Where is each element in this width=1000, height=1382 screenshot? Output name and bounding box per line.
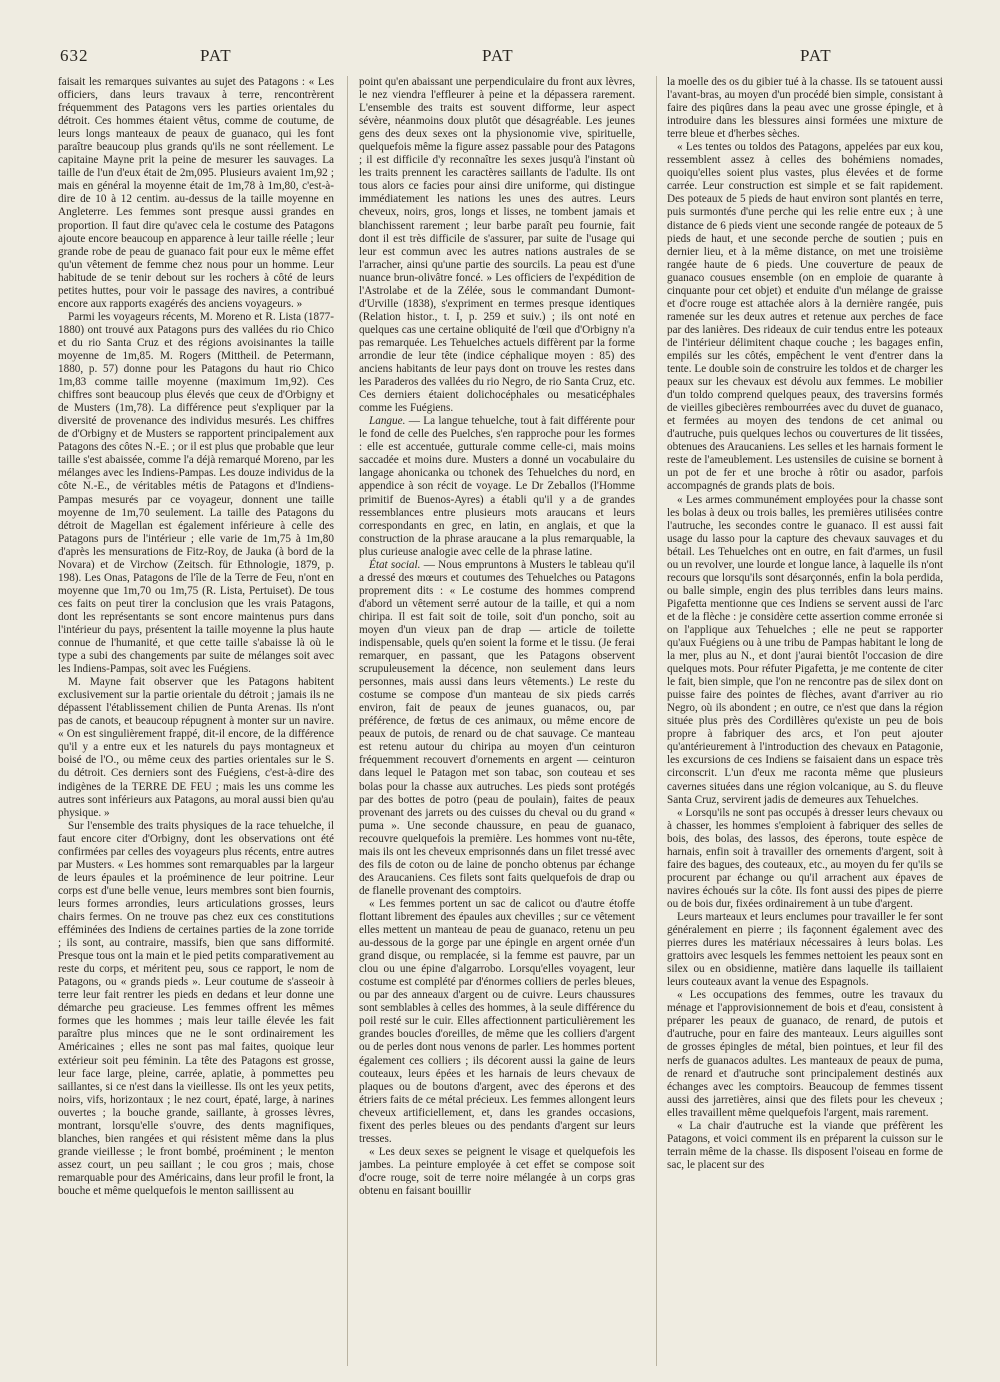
page-number: 632 bbox=[60, 46, 89, 65]
paragraph-text: la moelle des os du gibier tué à la chasse. Ils se tatouent aussi l'avant-bras, au moyen d'un procédé bien simple, consistant à faire des piqûres dans la peau avec une grosse épingle, et à introduire dans les blessures ainsi formées une mixture de terre bleue et d'herbes sèches. bbox=[667, 76, 943, 141]
paragraph-text: point qu'en abaissant une perpendiculaire du front aux lèvres, le nez viendra l'effleurer à peine et la dépassera rarement. L'ensemble des traits est souvent difforme, leur aspect sévère, néanmoins doux plutôt que désagréable. Les jeunes gens des deux sexes ont la physionomie vive, spirituelle, quelquefois même la figure assez passable pour des Patagons ; il est difficile d'y reconnaître les sexes jusqu'à l'instant où les traits prennent les caractères saillants de l'adulte. Ils ont tous alors ce facies pour ainsi dire uniforme, qui distingue immédiatement les nations les unes des autres. Leurs cheveux, noirs, gros, longs et lisses, ne tombent jamais et blanchissent rarement ; leur barbe paraît peu fournie, fait dont il est très difficile de s'assurer, par suite de l'usage qui leur est commun avec les autres nations australes de se l'arracher, ainsi qu'une partie des sourcils. La peau est d'une nuance brun-olivâtre foncé. » Les officiers de l'expédition de l'Astrolabe et de la Zélée, sous le commandant Dumont-d'Urville (1838), s'expriment en termes presque identiques (Relation histor., t. I, p. 259 et suiv.) ; ils ont noté en quelques cas une certaine obliquité de l'œil que d'Orbigny n'a pas remarquée. Les Tehuelches actuels diffèrent par la forme arrondie de leur tête (indice céphalique moyen : 85) des anciens habitants de leur pays dont on trouve les restes dans les Paraderos des vallées du rio Negro, de rio Santa Cruz, etc. Ces derniers étaient dolichocéphales ou mesaticéphales comme les Fuégiens. bbox=[359, 76, 635, 415]
column-1 bbox=[58, 76, 334, 1366]
column-3 bbox=[667, 76, 943, 1366]
paragraph bbox=[667, 911, 943, 989]
paragraph-text: « Les armes communément employées pour la chasse sont les bolas à deux ou trois balles, les premières utilisées contre l'autruche, les secondes contre le guanaco. Il est aussi fait usage du lasso pour la capture des chevaux sauvages et du bétail. Les Tehuelches ont en outre, en fait d'armes, un fusil ou un revolver, une lourde et longue lance, à laquelle ils n'ont recours que lorsqu'ils sont désarçonnés, enfin la bola perdida, ou balle simple, engin des plus terribles dans leurs mains. Pigafetta mentionne que ces Indiens se servent aussi de l'arc et de la flèche : je considère cette assertion comme erronée si on l'applique aux Tehuelches ; elle ne peut se rapporter qu'aux Fuégiens ou à une tribu de Pampas habitant le long de la mer, plus au N., et dont j'aurai bientôt l'occasion de dire quelques mots. Pour réfuter Pigafetta, je me contente de citer le fait, bien simple, que l'on ne rencontre pas de silex dont on puisse faire des pointes de flèches, avant d'arriver au rio Negro, où ils abondent ; en outre, ce n'est que dans la région située plus près des Cordillères qu'existe un peu de bois propre à fabriquer des arcs, et l'on peut ajouter qu'antérieurement à l'introduction des chevaux en Patagonie, les excursions de ces Indiens se faisaient dans un espace très circonscrit. L'un d'eux me raconta même que plusieurs cavernes situées dans une région volcanique, au S. du fleuve Santa Cruz, servirent jadis de demeures aux Tehuelches. bbox=[667, 493, 943, 806]
paragraph bbox=[359, 898, 635, 1146]
paragraph-text: « Les femmes portent un sac de calicot ou d'autre étoffe flottant librement des épaules aux chevilles ; sur ce vêtement elles mettent un manteau de peau de guanaco, retenu un peu au-dessous de la gorge par une épingle en argent ornée d'un grand disque, ou remplacée, si la femme est pauvre, par un clou ou une épine d'algarrobo. Lorsqu'elles voyagent, leur costume est complété par d'énormes colliers de perles bleues, ou par des anneaux d'argent ou de cuivre. Leurs chaussures sont semblables à celles des hommes, à la seule différence du poil resté sur le cuir. Elles affectionnent particulièrement les grandes boucles d'oreilles, de même que les colliers d'argent ou de perles dont nous venons de parler. Les hommes portent également ces colliers ; ils décorent aussi la gaine de leurs couteaux, leurs épées et les harnais de leurs chevaux de plaques ou de boutons d'argent, avec des éperons et des étriers faits de ce métal précieux. Les femmes allongent leurs cheveux artificiellement, et, dans les grandes occasions, fixent des perles bleues ou des pendants d'argent sur leurs tresses. bbox=[359, 897, 635, 1145]
section-heading: Langue. bbox=[369, 415, 406, 428]
paragraph-text: « Les deux sexes se peignent le visage et quelquefois les jambes. La peinture employée à cet effet se compose soit d'ocre rouge, soit de terre noire mélangée à un corps gras obtenu en faisant bouillir bbox=[359, 1145, 635, 1197]
paragraph bbox=[58, 311, 334, 676]
paragraph bbox=[667, 141, 943, 493]
paragraph-text: — La langue tehuelche, tout à fait différente pour le fond de celle des Puelches, s'en rapproche pour les formes : elle est accentuée, gutturale comme celle-ci, mais moins saccadée et moins dure. Musters a donné un vocabulaire du langage ahonicanka ou tchonek des Tehuelches du nord, en appendice à son récit de voyage. Le Dr Zeballos (l'Homme primitif de Buenos-Ayres) a établi qu'il y a de grandes ressemblances entre plusieurs mots araucans et leurs correspondants en grec, en latin, en anglais, et que la construction de la phrase araucane a la plus remarquable, la plus curieuse analogie avec celle de la phrase latine. bbox=[359, 415, 635, 558]
paragraph bbox=[359, 559, 635, 898]
paragraph-text: « Les occupations des femmes, outre les travaux du ménage et l'approvisionnement de bois et d'eau, consistent à préparer les peaux de guanaco, de renard, de putois et d'autruche, pour en faire des manteaux. Leurs aiguilles sont de grosses épingles de métal, bien pointues, et leur fil des nerfs de guanacos adultes. Les manteaux de peaux de puma, de renard et d'autruche sont principalement destinés aux échanges avec les comptoirs. Beaucoup de femmes tissent aussi des jarretières, ainsi que des filets pour les cheveux ; elles travaillent même quelquefois l'argent, mais rarement. bbox=[667, 989, 943, 1119]
paragraph bbox=[58, 76, 334, 311]
column-2 bbox=[359, 76, 635, 1366]
paragraph bbox=[359, 76, 635, 415]
paragraph-text: « La chair d'autruche est la viande que préfèrent les Patagons, et voici comment ils en préparent la cuisson sur le terrain même de la chasse. Ils disposent l'oiseau en forme de sac, le placent sur des bbox=[667, 1119, 943, 1171]
paragraph bbox=[667, 989, 943, 1119]
paragraph bbox=[667, 76, 943, 141]
paragraph bbox=[667, 494, 943, 807]
paragraph-text: M. Mayne fait observer que les Patagons habitent exclusivement sur la partie orientale du détroit ; jamais ils ne dépassent l'établissement chilien de Punta Arenas. Ils n'ont pas de canots, et beaucoup répugnent à monter sur un navire. « On est singulièrement frappé, dit-il encore, de la différence qu'il y a entre eux et les naturels du pays montagneux et boisé de l'O., ou même ceux des parties orientales sur le S. du détroit. Ces derniers sont des Fuégiens, c'est-à-dire des indigènes de la TERRE DE FEU ; mais les uns comme les autres sont inférieurs aux Patagons, au moral aussi bien qu'au physique. » bbox=[58, 676, 334, 819]
paragraph bbox=[667, 807, 943, 911]
paragraph bbox=[58, 820, 334, 1198]
running-head-left: PAT bbox=[200, 46, 232, 65]
paragraph bbox=[58, 676, 334, 820]
paragraph-text: faisait les remarques suivantes au sujet des Patagons : « Les officiers, dans leurs travaux à terre, rencontrèrent fréquemment des Patagons vers les parties orientales du détroit. Ces hommes étaient vêtus, comme de coutume, de leurs longs manteaux de peaux de guanaco, qui les font paraître beaucoup plus grands qu'ils ne sont réellement. Le capitaine Mayne prit la peine de mesurer les sauvages. La taille de l'un d'eux était de 2m,095. Plusieurs avaient 1m,92 ; mais en général la moyenne était de 1m,78 à 1m,80, c'est-à-dire de 10 à 12 centim. au-dessus de la taille moyenne en Angleterre. Les femmes sont presque aussi grandes en proportion. Il faut dire qu'avec cela le costume des Patagons ajoute encore beaucoup en apparence à leur taille réelle ; leur grande robe de peau de guanaco fait pour eux le même effet qu'un vêtement de femme chez nous pour un homme. Leur habitude de se tenir debout sur les rochers à côté de leurs petites huttes, pour voir le passage des navires, a contribué encore aux rapports exagérés des anciens voyageurs. » bbox=[58, 76, 334, 310]
section-heading: État social. bbox=[369, 558, 421, 571]
paragraph bbox=[359, 1146, 635, 1198]
paragraph-text: Leurs marteaux et leurs enclumes pour travailler le fer sont généralement en pierre ; ils façonnent également avec des pierres dures les matériaux nécessaires à leurs bolas. Les grattoirs avec lesquels les femmes nettoient les peaux sont en silex ou en obsidienne, matière dans laquelle ils taillaient leurs couteaux avant la venue des Espagnols. bbox=[667, 911, 943, 989]
paragraph-text: « Lorsqu'ils ne sont pas occupés à dresser leurs chevaux ou à chasser, les hommes s'emploient à fabriquer des selles de bois, des bolas, des lassos, des éperons, toute espèce de harnais, enfin soit à travailler des ornements d'argent, soit à faire des bagues, des couteaux, etc., au moyen du fer qu'ils se procurent par échange ou qu'il arrachent aux épaves de navires échoués sur la côte. Ils font aussi des pipes de pierre ou de bois dur, fixées ordinairement à un tube d'argent. bbox=[667, 806, 943, 910]
paragraph-text: — Nous empruntons à Musters le tableau qu'il a dressé des mœurs et coutumes des Tehuelches ou Patagons proprement dits : « Le costume des hommes comprend d'abord un vêtement serré autour de la taille, et qui a nom chiripa. Il est fait soit de toile, soit d'un poncho, soit au moyen d'un vieux pan de drap — article de toilette indispensable, quels qu'en soient la forme et le tissu. (Je ferai remarquer, en passant, que les Patagons observent scrupuleusement la décence, non seulement dans leurs personnes, mais aussi dans leurs vêtements.) Le reste du costume se compose d'un manteau de six pieds carrés environ, fait de peaux de jeunes guanacos, ou, par préférence, de fœtus de ces animaux, ou même encore de peaux de putois, de renard ou de chat sauvage. Ce manteau est retenu autour du chiripa au moyen d'un ceinturon fréquemment recouvert d'ornements en argent — ceinturon dans lequel le Patagon met son tabac, son couteau et ses bolas pour la chasse aux autruches. Les pieds sont protégés par des bottes de potro (peau de poulain), faites de peaux provenant des jarrets ou des cuisses du cheval ou du grand « puma ». Une seconde chaussure, en peau de guanaco, recouvre quelquefois la première. Les hommes vont nu-tête, mais ils ont les cheveux emprisonnés dans un filet tressé avec des fils de coton ou de laine de poncho obtenus par échange des Araucaniens. Ces filets sont faits quelquefois de drap ou de flanelle provenant des comptoirs. bbox=[359, 558, 635, 897]
text-columns bbox=[58, 76, 948, 1366]
running-head-right: PAT bbox=[800, 46, 832, 65]
running-head-center: PAT bbox=[482, 46, 514, 65]
paragraph-text: « Les tentes ou toldos des Patagons, appelées par eux kou, ressemblent assez à celles des bohémiens nomades, quoiqu'elles soient plus vastes, plus élevées et de forme carrée. Leur construction est simple et se fait rapidement. Des poteaux de 5 pieds de haut environ sont plantés en terre, puis surmontés d'une perche qui les relie entre eux ; à une distance de 6 pieds vient une seconde rangée de poteaux de 5 pieds de haut, et une seconde perche de soutien ; puis en dernier lieu, et à la même distance, on met une troisième rangée haute de 6 pieds. Une couverture de peaux de guanaco cousues ensemble (on en emploie de quarante à cinquante pour cet objet) et enduite d'un mélange de graisse et d'ocre rouge est attachée alors à la dernière rangée, puis ramenée sur les deux autres et retenue aux perches de face par des lanières. Des rideaux de cuir tendus entre les poteaux de l'intérieur délimitent chaque couche ; les bagages enfin, empilés sur les côtés, empêchent le vent d'entrer dans la tente. Le double soin de construire les toldos et de charger les peaux sur les chevaux est dévolu aux femmes. Le mobilier d'un toldo comprend quelques peaux, des traversins formés de vieilles gibecières rembourrées avec du duvet de guanaco, et fermées au moyen des tendons de cet animal ou d'autruche, puis quelques lechos ou couvertures de lit tissées, obtenues des Araucaniens. Les selles et les harnais forment le reste de l'ameublement. Les ustensiles de cuisine se bornent à un pot de fer et une broche à rôtir ou asador, parfois accompagnés de grands plats de bois. bbox=[667, 141, 943, 493]
paragraph-text: Parmi les voyageurs récents, M. Moreno et R. Lista (1877-1880) ont trouvé aux Patagons purs des vallées du rio Chico et du rio Santa Cruz et des régions avoisinantes la taille moyenne de 1m,85. M. Rogers (Mittheil. de Petermann, 1880, p. 57) donne pour les Patagons du haut rio Chico 1m,83 comme taille moyenne (maximum 1m,92). Ces chiffres sont beaucoup plus élevés que ceux de d'Orbigny et de Musters (1m,78). La différence peut s'expliquer par la diversité de provenance des individus mesurés. Les chiffres de d'Orbigny et de Musters se rapportent principalement aux Patagons des côtes N.-E. ; or il est plus que probable que leur taille s'est abaissée, comme l'a déjà remarqué Moreno, par les mélanges avec les Indiens-Pampas. Les douze individus de la côte N.-E., de véritables métis de Patagons et d'Indiens-Pampas mesurés par ce voyageur, donnent une taille moyenne de 1m,70 seulement. La taille des Patagons du détroit de Magellan est également inférieure à celle des Patagons purs de l'intérieur ; elle varie de 1m,75 à 1m,80 d'après les mensurations de Fitz-Roy, de Jauka (à bord de la Novara) et de Virchow (Zeitsch. für Ethnologie, 1879, p. 198). Les Onas, Patagons de l'île de la Terre de Feu, n'ont en moyenne que 1m,70 ou 1m,75 (R. Lista, Pertuiset). De tous ces faits on peut tirer la conclusion que les vrais Patagons, dont les représentants se sont encore maintenus purs dans l'intérieur du pays, présentent la taille moyenne la plus haute connue de l'humanité, et que cette taille s'abaisse là où le type a subi des changements par suite de mélanges soit avec les Indiens-Pampas, soit avec les Fuégiens. bbox=[58, 310, 334, 676]
paragraph bbox=[359, 415, 635, 559]
paragraph-text: Sur l'ensemble des traits physiques de la race tehuelche, il faut encore citer d'Orbigny, dont les observations ont été confirmées par celles des voyageurs plus récents, entre autres par Musters. « Les hommes sont remarquables par la largeur de leurs épaules et la proéminence de leur poitrine. Leur corps est d'une belle venue, leurs membres sont bien fournis, leurs formes arrondies, leurs articulations grosses, leurs chairs fermes. On ne trouve pas chez eux ces constitutions efféminées des Indiens de certaines parties de la zone torride ; ils sont, au contraire, massifs, bien que sans difformité. Presque tous ont la main et le pied petits comparativement au reste du corps, et méritent peu, sous ce rapport, le nom de Patagons, ou « grands pieds ». Leur coutume de s'asseoir à terre leur fait rentrer les pieds en dedans et leur donne une démarche peu gracieuse. Les femmes offrent les mêmes formes que les hommes ; mais leur taille élevée les fait paraître plus minces que ne le sont ordinairement les Américaines ; elles ne sont pas mal faites, quoique leur extérieur soit peu féminin. La tête des Patagons est grosse, leur face large, pleine, carrée, aplatie, à pommettes peu saillantes, si ce n'est dans la vieillesse. Ils ont les yeux petits, noirs, vifs, horizontaux ; le nez court, épaté, large, à narines ouvertes ; la bouche grande, saillante, à grosses lèvres, montrant, lorsqu'elle s'ouvre, des dents magnifiques, blanches, bien rangées et qui résistent même dans la plus grande vieillesse ; le front bombé, proéminent ; le menton assez court, un peu saillant ; le cou gros ; mais, chose remarquable pour des Américains, dans leur profil le front, la bouche et même quelquefois le menton saillissent au bbox=[58, 819, 334, 1197]
paragraph bbox=[667, 1120, 943, 1172]
